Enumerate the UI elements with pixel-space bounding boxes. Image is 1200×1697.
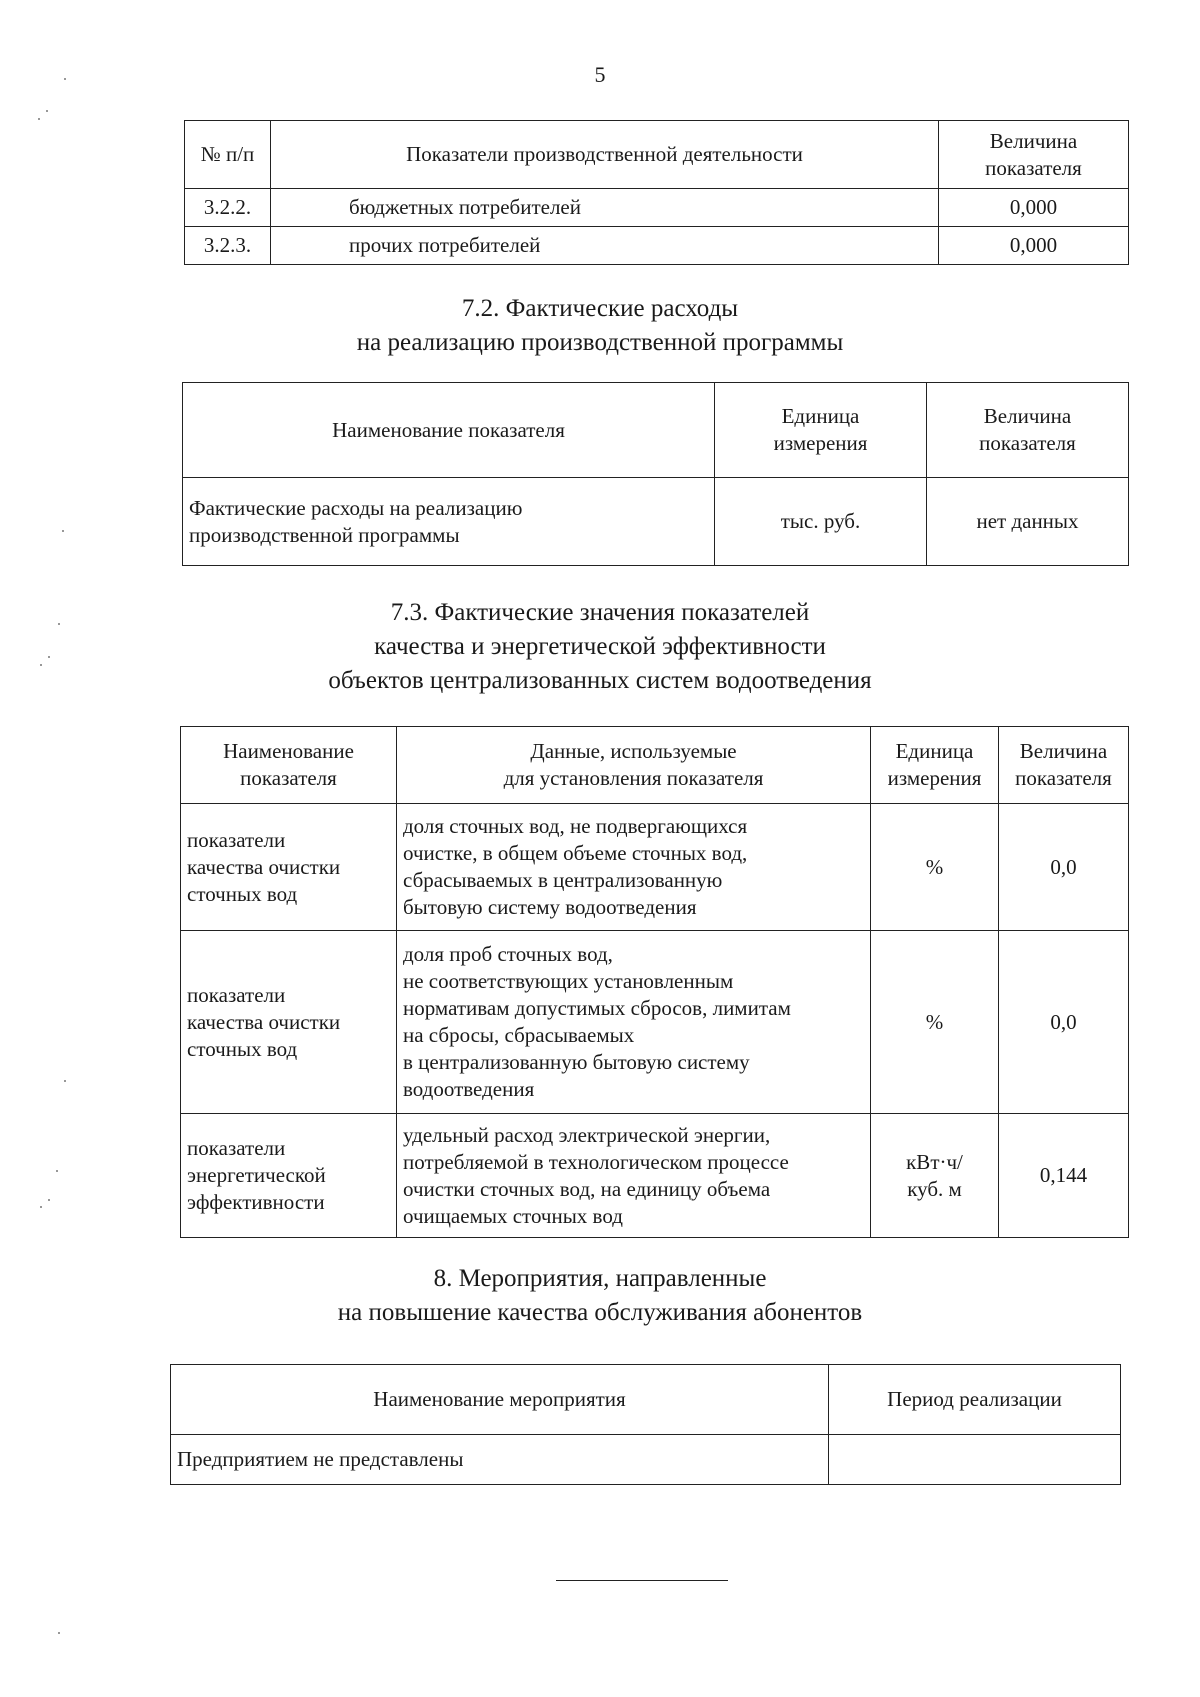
scan-speck bbox=[40, 664, 42, 666]
header-unit: Единица измерения bbox=[715, 383, 927, 478]
scan-speck bbox=[40, 1206, 42, 1208]
row-indicator-name: Фактические расходы на реализацию производственной программы bbox=[183, 478, 715, 566]
row-unit: % bbox=[871, 931, 999, 1114]
row-unit: % bbox=[871, 804, 999, 931]
table-row bbox=[171, 1435, 1121, 1485]
quality-indicators-table bbox=[180, 726, 1129, 1238]
expenses-table bbox=[182, 382, 1129, 566]
table-row bbox=[185, 189, 1129, 227]
row-indicator-name: показатели энергетической эффективности bbox=[181, 1114, 397, 1238]
measures-table bbox=[170, 1364, 1121, 1485]
scan-speck bbox=[56, 1170, 58, 1172]
production-indicators-table bbox=[184, 120, 1129, 265]
header-indicator: Показатели производственной деятельности bbox=[271, 121, 939, 189]
row-indicator: прочих потребителей bbox=[271, 227, 939, 265]
scan-speck bbox=[64, 1080, 66, 1082]
section-7-3-title: 7.3. Фактические значения показателей качества и энергетической эффективности объектов централизованных систем водоотведения bbox=[328, 599, 872, 694]
page-number: 5 bbox=[594, 62, 606, 87]
section-8-title: 8. Мероприятия, направленные на повышение качества обслуживания абонентов bbox=[337, 1265, 863, 1326]
row-value: нет данных bbox=[927, 478, 1129, 566]
row-data: доля сточных вод, не подвергающихся очистке, в общем объеме сточных вод, сбрасываемых в централизованную бытовую систему водоотведения bbox=[397, 804, 871, 931]
row-num: 3.2.2. bbox=[185, 189, 271, 227]
row-indicator-name: показатели качества очистки сточных вод bbox=[181, 931, 397, 1114]
row-unit: кВт·ч/ куб. м bbox=[871, 1114, 999, 1238]
scan-speck bbox=[58, 1632, 60, 1634]
row-measure-name: Предприятием не представлены bbox=[171, 1435, 829, 1485]
scan-speck bbox=[64, 78, 66, 80]
row-indicator-name: показатели качества очистки сточных вод bbox=[181, 804, 397, 931]
header-value: Величина показателя bbox=[999, 727, 1129, 804]
section-7-2-title: 7.2. Фактические расходы на реализацию производственной программы bbox=[356, 295, 844, 356]
end-rule bbox=[556, 1580, 728, 1581]
row-value: 0,0 bbox=[999, 931, 1129, 1114]
row-data: удельный расход электрической энергии, потребляемой в технологическом процессе очистки сточных вод, на единицу объема очищаемых сточных вод bbox=[397, 1114, 871, 1238]
table-row bbox=[181, 1114, 1129, 1238]
scan-speck bbox=[48, 656, 50, 658]
table-row bbox=[181, 804, 1129, 931]
header-measure-name: Наименование мероприятия bbox=[171, 1365, 829, 1435]
row-value: 0,000 bbox=[939, 189, 1129, 227]
scan-speck bbox=[48, 1199, 50, 1201]
row-value: 0,144 bbox=[999, 1114, 1129, 1238]
scan-speck bbox=[46, 110, 48, 112]
header-value: Величина показателя bbox=[939, 121, 1129, 189]
row-data: доля проб сточных вод, не соответствующих установленным нормативам допустимых сбросов, лимитам на сбросы, сбрасываемых в централизованную бытовую систему водоотведения bbox=[397, 931, 871, 1114]
header-period: Период реализации bbox=[829, 1365, 1121, 1435]
header-indicator-name: Наименование показателя bbox=[183, 383, 715, 478]
row-value: 0,000 bbox=[939, 227, 1129, 265]
scan-speck bbox=[38, 118, 40, 120]
header-unit: Единица измерения bbox=[871, 727, 999, 804]
header-value: Величина показателя bbox=[927, 383, 1129, 478]
table-row bbox=[185, 227, 1129, 265]
scan-speck bbox=[62, 530, 64, 532]
row-unit: тыс. руб. bbox=[715, 478, 927, 566]
row-value: 0,0 bbox=[999, 804, 1129, 931]
row-num: 3.2.3. bbox=[185, 227, 271, 265]
header-num: № п/п bbox=[185, 121, 271, 189]
table-row bbox=[181, 931, 1129, 1114]
header-data: Данные, используемые для установления показателя bbox=[397, 727, 871, 804]
scan-speck bbox=[58, 623, 60, 625]
row-indicator: бюджетных потребителей bbox=[271, 189, 939, 227]
header-indicator-name: Наименование показателя bbox=[181, 727, 397, 804]
table-row bbox=[183, 478, 1129, 566]
row-period bbox=[829, 1435, 1121, 1485]
